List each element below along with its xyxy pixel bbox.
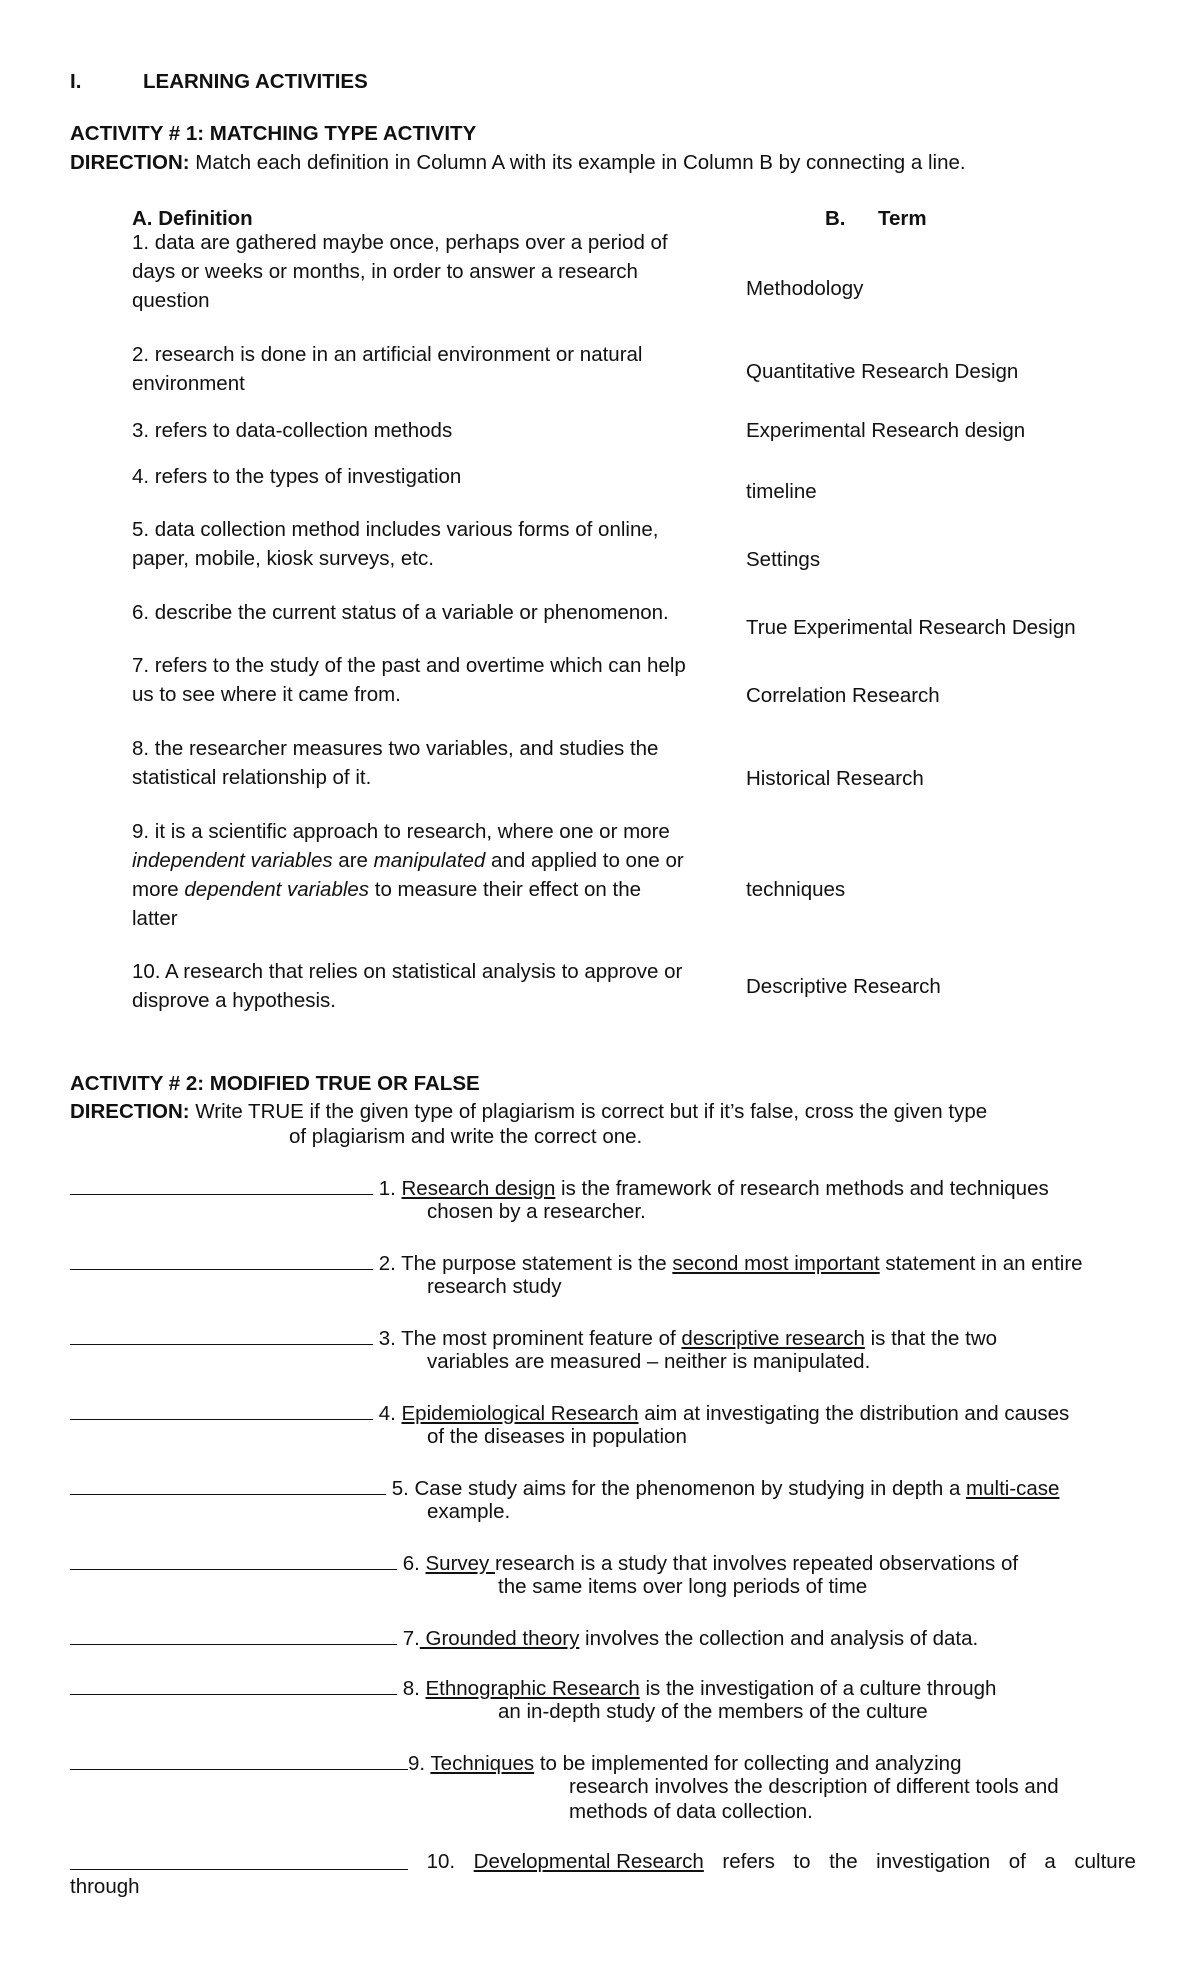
term-8: Historical Research	[746, 767, 924, 790]
definition-line: days or weeks or months, in order to answer a research	[132, 260, 638, 283]
item-text: is the framework of research methods and techniques	[555, 1177, 1049, 1200]
item-text: involves the collection and analysis of data.	[579, 1627, 979, 1650]
item-text: 8.	[397, 1677, 426, 1700]
term-6: True Experimental Research Design	[746, 616, 1076, 639]
tf-item-2-cont: research study	[427, 1275, 562, 1298]
answer-blank[interactable]	[70, 1747, 408, 1770]
term-1: Methodology	[746, 277, 864, 300]
definition-line: environment	[132, 372, 245, 395]
text-span: are	[332, 849, 374, 872]
item-text: 4.	[373, 1402, 402, 1425]
underlined-term: Epidemiological Research	[401, 1402, 639, 1425]
definition-10	[132, 957, 732, 1015]
italic-term: independent variables	[132, 849, 333, 872]
item-text: 6.	[397, 1552, 426, 1575]
tf-item-9-cont-1: research involves the description of different tools and	[569, 1775, 1059, 1798]
underlined-term: Grounded theory	[419, 1627, 580, 1650]
underlined-term: Survey	[425, 1552, 495, 1575]
answer-blank[interactable]	[70, 1472, 386, 1495]
definition-line: us to see where it came from.	[132, 683, 401, 706]
tf-item-7	[70, 1622, 978, 1653]
column-b-header: Term	[878, 207, 927, 230]
definition-line: statistical relationship of it.	[132, 766, 372, 789]
tf-item-2	[70, 1247, 1083, 1278]
activity1-direction-text: Match each definition in Column A with its example in Column B by connecting a line.	[189, 151, 966, 174]
tf-item-10	[70, 1847, 1136, 1876]
term-2: Quantitative Research Design	[746, 360, 1019, 383]
activity2-direction-text: Write TRUE if the given type of plagiarism is correct but if it’s false, cross the given type	[189, 1100, 988, 1123]
term-10: Descriptive Research	[746, 975, 941, 998]
definition-6	[132, 598, 732, 627]
section-number: I.	[70, 70, 82, 93]
item-text: is that the two	[864, 1327, 998, 1350]
answer-blank[interactable]	[70, 1547, 397, 1570]
definition-4	[132, 462, 732, 491]
item-word: the	[829, 1850, 858, 1873]
definition-line	[132, 875, 732, 904]
activity2-direction-cont: of plagiarism and write the correct one.	[289, 1125, 643, 1148]
item-number: 10.	[426, 1850, 456, 1873]
underlined-term: multi-case	[966, 1477, 1060, 1500]
tf-item-3-cont: variables are measured – neither is manipulated.	[427, 1350, 871, 1373]
definition-line: 7. refers to the study of the past and overtime which can help	[132, 654, 686, 677]
item-text: 2. The purpose statement is the	[373, 1252, 673, 1275]
item-text: statement in an entire	[879, 1252, 1083, 1275]
column-a-header: A. Definition	[132, 207, 253, 230]
italic-term: dependent variables	[184, 878, 370, 901]
item-text: 5. Case study aims for the phenomenon by studying in depth a	[386, 1477, 967, 1500]
answer-blank[interactable]	[70, 1247, 373, 1270]
section-heading	[70, 70, 368, 94]
definition-line: 1. data are gathered maybe once, perhaps over a period of	[132, 231, 668, 254]
item-word: a	[1044, 1850, 1056, 1873]
answer-blank[interactable]	[70, 1172, 373, 1195]
item-word: investigation	[876, 1850, 991, 1873]
tf-item-5-cont: example.	[427, 1500, 511, 1523]
definition-line	[132, 846, 732, 875]
answer-blank[interactable]	[70, 1322, 373, 1345]
tf-item-4-cont: of the diseases in population	[427, 1425, 687, 1448]
section-title: LEARNING ACTIVITIES	[143, 70, 368, 93]
definition-1	[132, 228, 732, 315]
tf-item-6-cont: the same items over long periods of time	[498, 1575, 868, 1598]
tf-item-9-cont-2: methods of data collection.	[569, 1800, 813, 1823]
definition-line: 8. the researcher measures two variables, and studies the	[132, 737, 659, 760]
underlined-term: Developmental Research	[473, 1850, 704, 1873]
text-span: and applied to one or	[485, 849, 684, 872]
definition-5	[132, 515, 732, 573]
answer-blank[interactable]	[70, 1672, 397, 1695]
definition-9	[132, 817, 732, 933]
text-span: more	[132, 878, 185, 901]
term-9: techniques	[746, 878, 846, 901]
definition-line: 4. refers to the types of investigation	[132, 465, 462, 488]
item-text: 1.	[373, 1177, 402, 1200]
definition-line: disprove a hypothesis.	[132, 989, 336, 1012]
item-text: aim at investigating the distribution and causes	[638, 1402, 1070, 1425]
answer-blank[interactable]	[70, 1397, 373, 1420]
item-word: to	[793, 1850, 811, 1873]
definition-3	[132, 416, 732, 445]
underlined-term: Techniques	[430, 1752, 535, 1775]
activity1-direction-label: DIRECTION:	[70, 151, 190, 174]
item-word: culture	[1074, 1850, 1136, 1873]
answer-blank[interactable]	[70, 1622, 397, 1645]
definition-8	[132, 734, 732, 792]
answer-blank[interactable]	[70, 1847, 408, 1870]
definition-line: 10. A research that relies on statistical analysis to approve or	[132, 960, 683, 983]
underlined-term: descriptive research	[681, 1327, 865, 1350]
underlined-term: Research design	[401, 1177, 556, 1200]
term-7: Correlation Research	[746, 684, 940, 707]
activity1-heading: ACTIVITY # 1: MATCHING TYPE ACTIVITY	[70, 122, 477, 145]
definition-line: question	[132, 289, 210, 312]
item-text: 9.	[408, 1752, 431, 1775]
term-3: Experimental Research design	[746, 419, 1026, 442]
item-word: of	[1008, 1850, 1026, 1873]
italic-term: manipulated	[373, 849, 486, 872]
definition-line: 2. research is done in an artificial environment or natural	[132, 343, 643, 366]
term-4: timeline	[746, 480, 817, 503]
tf-item-1-cont: chosen by a researcher.	[427, 1200, 646, 1223]
underlined-term: second most important	[672, 1252, 880, 1275]
activity1-direction	[70, 148, 966, 177]
text-span: to measure their effect on the	[369, 878, 642, 901]
definition-line: 9. it is a scientific approach to research, where one or more	[132, 820, 670, 843]
definition-2	[132, 340, 732, 398]
tf-item-5	[70, 1472, 1059, 1503]
definition-line: 3. refers to data-collection methods	[132, 419, 453, 442]
definition-line: 6. describe the current status of a variable or phenomenon.	[132, 601, 669, 624]
definition-line: latter	[132, 907, 178, 930]
item-text: 7.	[397, 1627, 420, 1650]
item-text: 3. The most prominent feature of	[373, 1327, 682, 1350]
item-text: to be implemented for collecting and analyzing	[534, 1752, 962, 1775]
activity2-heading: ACTIVITY # 2: MODIFIED TRUE OR FALSE	[70, 1072, 480, 1095]
definition-7	[132, 651, 732, 709]
item-word: refers	[722, 1850, 775, 1873]
item-text: research is a study that involves repeated observations of	[495, 1552, 1019, 1575]
definition-line: paper, mobile, kiosk surveys, etc.	[132, 547, 434, 570]
underlined-term: Ethnographic Research	[425, 1677, 640, 1700]
term-5: Settings	[746, 548, 821, 571]
column-b-letter: B.	[825, 207, 846, 230]
tf-item-10-cont: through	[70, 1875, 140, 1898]
item-text: is the investigation of a culture through	[639, 1677, 997, 1700]
activity2-direction-label: DIRECTION:	[70, 1100, 190, 1123]
definition-line: 5. data collection method includes various forms of online,	[132, 518, 659, 541]
tf-item-8-cont: an in-depth study of the members of the culture	[498, 1700, 928, 1723]
